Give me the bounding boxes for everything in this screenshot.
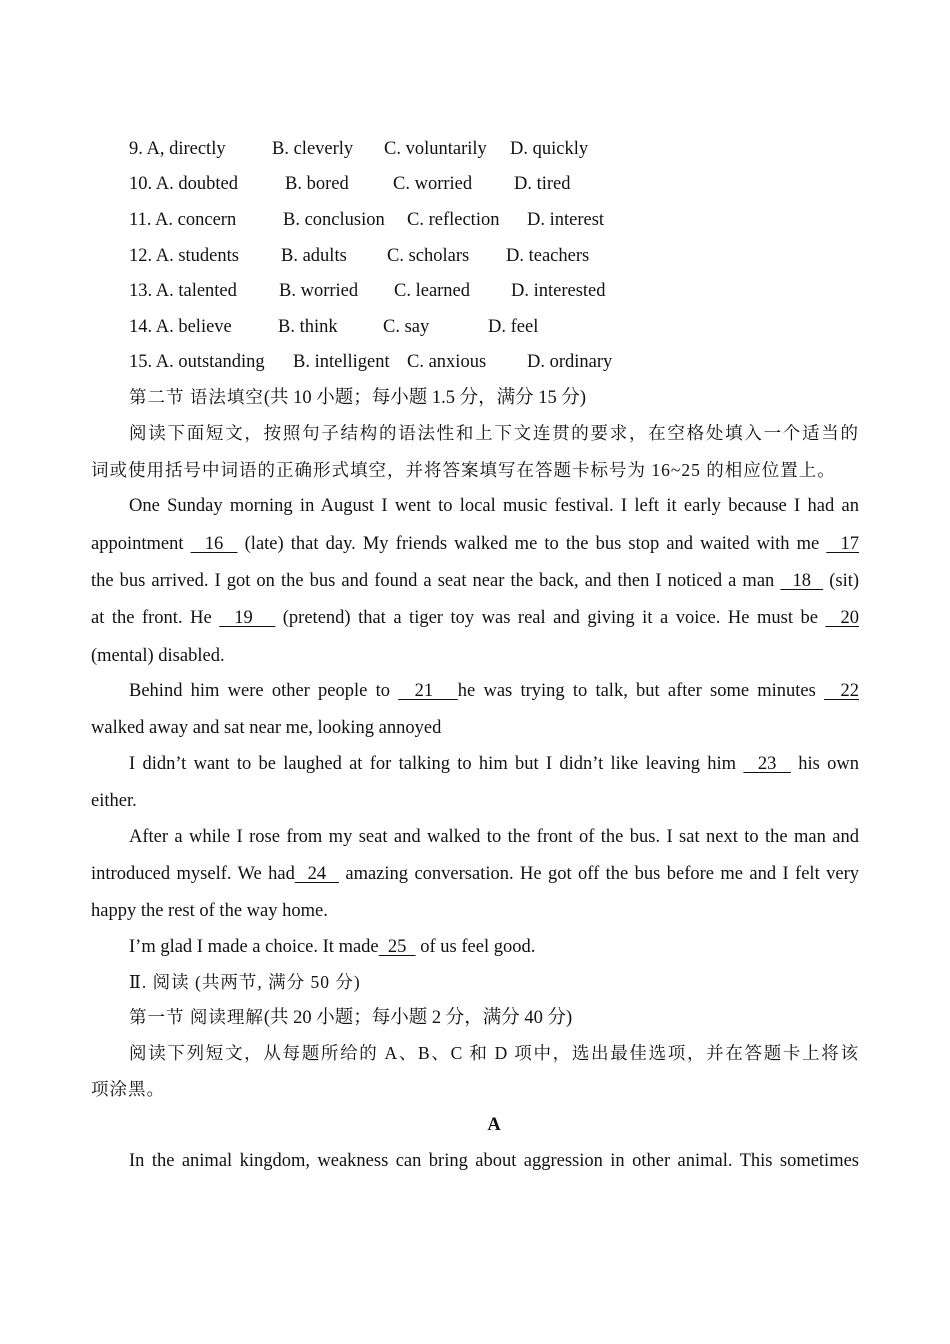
passage-paragraph-4-line-3: happy the rest of the way home. (91, 901, 328, 921)
option-d: D. quickly (510, 139, 589, 159)
option-c: C. anxious (407, 352, 487, 372)
passage-paragraph-1-line-2 (91, 533, 859, 555)
blank-20: 20 (825, 608, 859, 628)
option-b: B. cleverly (272, 139, 354, 159)
blank-25: 25 (378, 937, 416, 957)
option-b: B. intelligent (293, 352, 390, 372)
option-b: B. bored (285, 174, 349, 194)
option-c: C. say (383, 317, 430, 337)
option-d: D. interest (527, 210, 605, 230)
blank-18: 18 (780, 571, 824, 591)
blank-21: 21 (398, 681, 458, 701)
text-segment: introduced myself. We had (91, 864, 295, 884)
option-a: 13. A. talented (129, 281, 237, 301)
option-c: C. learned (394, 281, 471, 301)
grammar-heading-label: 第二节 语法填空 (129, 387, 264, 407)
blank-24: 24 (294, 864, 339, 884)
option-d: D. ordinary (527, 352, 613, 372)
text-segment: appointment (91, 534, 184, 554)
passage-label: A (487, 1115, 501, 1135)
text-segment: at the front. He (91, 608, 212, 628)
reading-instructions-line-2: 项涂黑。 (91, 1079, 165, 1099)
text-segment: the bus arrived. I got on the bus and found a seat near the back, and then I noticed a man (91, 571, 775, 591)
grammar-heading-detail: (共 10 小题；每小题 1.5 分，满分 15 分) (263, 388, 587, 408)
passage-paragraph-1-line-3 (91, 570, 859, 592)
passage-paragraph-2-line-2: walked away and sat near me, looking annoyed (91, 718, 442, 738)
reading-section-heading: Ⅱ. 阅读 (共两节, 满分 50 分) (129, 972, 361, 992)
option-b: B. conclusion (283, 210, 385, 230)
option-a: 10. A. doubted (129, 174, 238, 194)
passage-paragraph-1-line-1: One Sunday morning in August I went to local music festival. I left it early because I had an (129, 496, 859, 516)
option-d: D. teachers (506, 246, 590, 266)
option-a: 15. A. outstanding (129, 352, 265, 372)
text-segment: his own (798, 754, 860, 774)
text-segment: I’m glad I made a choice. It made (129, 937, 379, 957)
grammar-instructions-line-1: 阅读下面短文，按照句子结构的语法性和上下文连贯的要求，在空格处填入一个适当的 (129, 423, 859, 443)
option-a: 12. A. students (129, 246, 239, 266)
option-c: C. worried (393, 174, 473, 194)
text-segment: Behind him were other people to (129, 681, 390, 701)
passage-paragraph-3-line-1 (129, 753, 859, 775)
passage-paragraph-1-line-5: (mental) disabled. (91, 646, 225, 666)
text-segment: amazing conversation. He got off the bus before me and I felt very (345, 864, 859, 884)
passage-paragraph-2-line-1 (129, 680, 859, 702)
option-a: 9. A, directly (129, 139, 226, 159)
option-b: B. think (278, 317, 338, 337)
text-segment: of us feel good. (420, 937, 536, 957)
text-segment: (late) that day. My friends walked me to the bus stop and waited with me (244, 534, 820, 554)
option-d: D. feel (488, 317, 539, 337)
passage-paragraph-4-line-2 (91, 863, 859, 885)
option-a: 11. A. concern (129, 210, 237, 230)
option-d: D. interested (511, 281, 606, 301)
option-b: B. adults (281, 246, 347, 266)
text-segment: I didn’t want to be laughed at for talking to him but I didn’t like leaving him (129, 754, 737, 774)
reading-part-label: 第一节 阅读理解 (129, 1007, 264, 1027)
grammar-section-heading (129, 386, 859, 409)
text-segment: (pretend) that a tiger toy was real and giving it a voice. He must be (282, 608, 818, 628)
reading-instructions-line-1: 阅读下列短文，从每题所给的 A、B、C 和 D 项中，选出最佳选项，并在答题卡上将该 (129, 1043, 859, 1063)
grammar-instructions-line-2: 词或使用括号中词语的正确形式填空，并将答案填写在答题卡标号为 16~25 的相应位置上。 (91, 460, 836, 480)
blank-22: 22 (824, 681, 860, 701)
option-c: C. scholars (387, 246, 470, 266)
option-c: C. voluntarily (384, 139, 487, 159)
text-segment: (sit) (829, 571, 860, 591)
passage-paragraph-3-line-2: either. (91, 791, 137, 811)
blank-23: 23 (743, 754, 791, 774)
text-segment: he was trying to talk, but after some minutes (457, 681, 816, 701)
reading-part-1-heading (129, 1006, 859, 1029)
option-c: C. reflection (407, 210, 500, 230)
passage-paragraph-1-line-4 (91, 607, 859, 629)
passage-paragraph-5 (129, 936, 859, 958)
reading-passage-line-1: In the animal kingdom, weakness can bring about aggression in other animal. This sometimes (129, 1151, 859, 1171)
blank-17: 17 (826, 534, 860, 554)
passage-paragraph-4-line-1: After a while I rose from my seat and walked to the front of the bus. I sat next to the man and (129, 827, 859, 847)
option-d: D. tired (514, 174, 571, 194)
option-b: B. worried (279, 281, 359, 301)
reading-part-detail: (共 20 小题；每小题 2 分，满分 40 分) (263, 1008, 573, 1028)
blank-16: 16 (190, 534, 238, 554)
blank-19: 19 (219, 608, 276, 628)
option-a: 14. A. believe (129, 317, 232, 337)
